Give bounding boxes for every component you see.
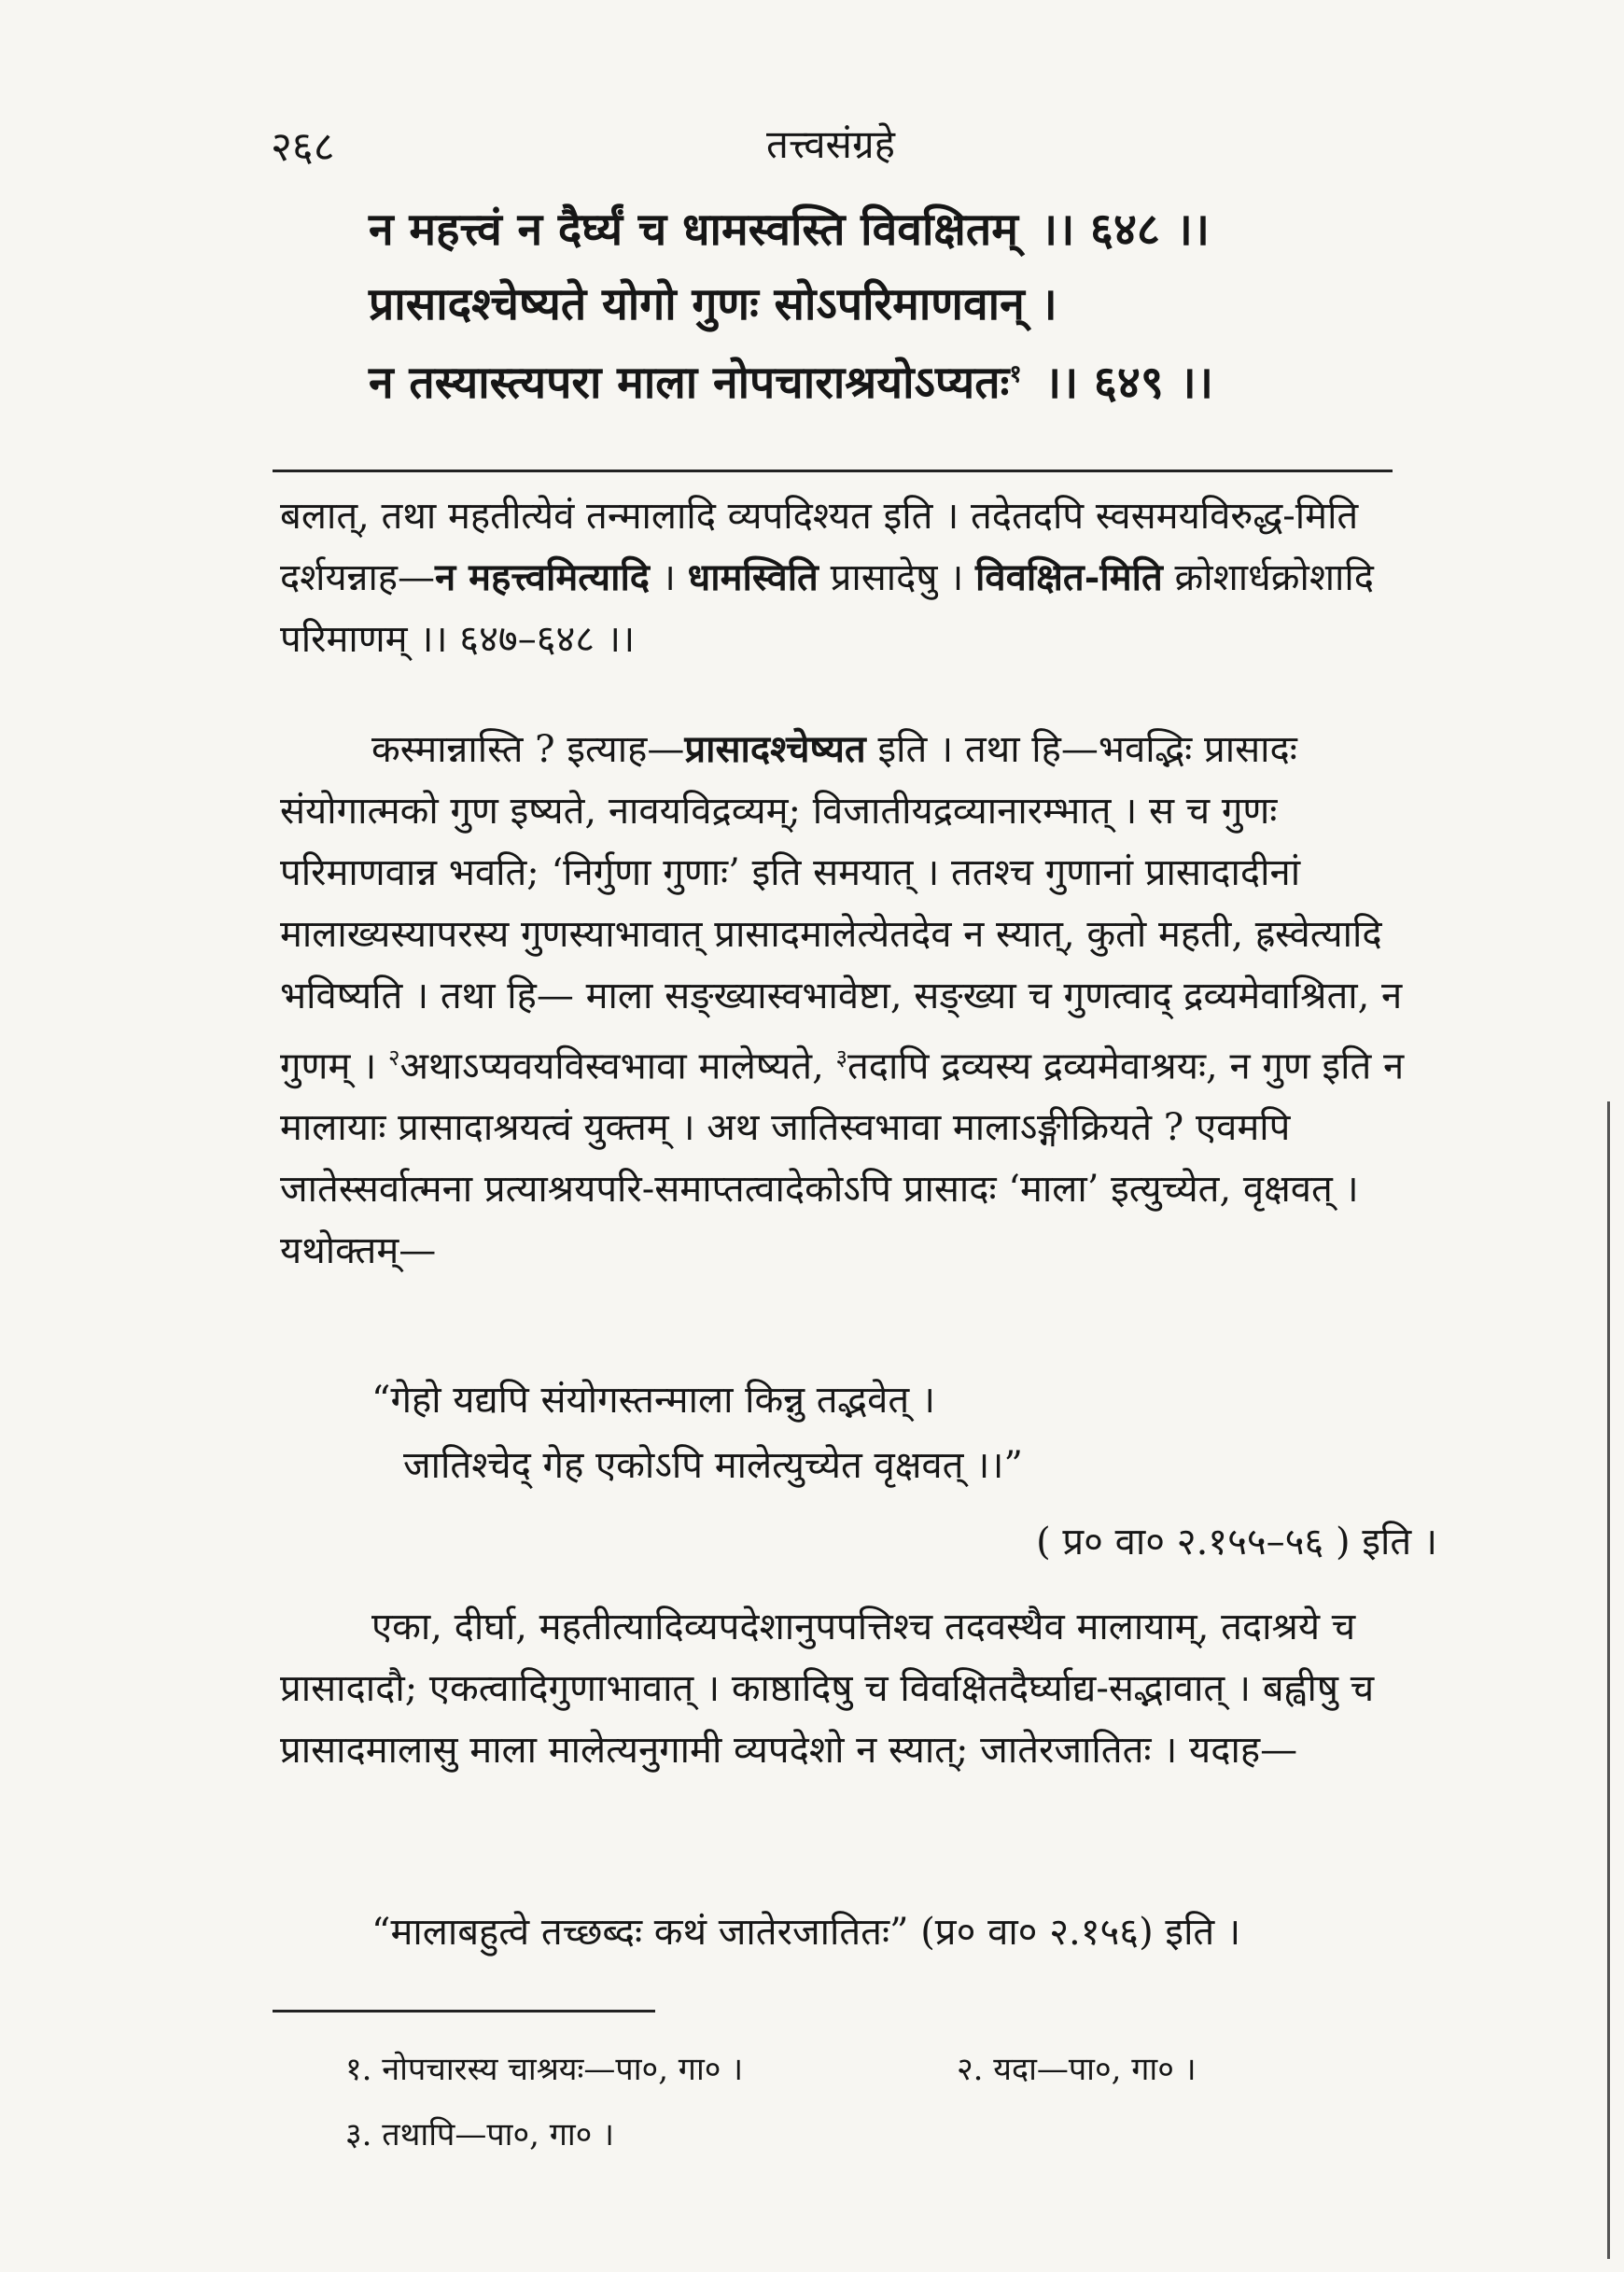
footnote-3: ३. तथापि—पा०, गा० । xyxy=(345,2116,615,2153)
pratika-text: न महत्त्वमित्यादि xyxy=(435,555,651,599)
commentary-text: । xyxy=(650,556,688,599)
verse-text: न तस्यास्त्यपरा माला नोपचाराश्रयोऽप्यतः xyxy=(369,357,1010,409)
quote-line-1: “गेहो यद्यपि संयोगस्तन्माला किन्नु तद्भवेत् । xyxy=(371,1379,936,1422)
verse-text: न महत्त्वं न दैर्घ्यं च धामस्वस्ति विवक्षितम् xyxy=(369,203,1018,256)
commentary-text: इति । तथा हि—भवद्भिः प्रासादः संयोगात्मको गुण इष्यते, नावयविद्रव्यम्; विजातीयद्रव्यानारम्भात् । स च गुणः परिमाणवान्न भवति; ‘निर्गुणा गुणाः’ इति समयात् । ततश्च गुणानां प्रासादादीनां मालाख्यस्यापरस्य गुणस्याभावात् प्रासादमालेत्येतदेव न स्यात्, कुतो महती, ह्रस्वेत्यादि भविष्यति । तथा हि— माला सङ्ख्यास्वभावेष्टा, सङ्ख्या च गुणत्वाद् द्रव्यमेवाश्रिता, न गुणम् । xyxy=(280,728,1403,1088)
commentary-text: क्रोशार्धक्रोशादि परिमाणम् ।। ६४७–६४८ ।। xyxy=(280,556,1374,661)
commentary-paragraph-2 xyxy=(280,719,1437,1282)
quote-line-3: “मालाबहुत्वे तच्छब्दः कथं जातेरजातितः” (प्र० वा० २.१५६) इति । xyxy=(371,1911,1241,1954)
verse-line-3 xyxy=(369,351,1395,412)
pratika-text: धामस्विति xyxy=(687,555,819,599)
footnote-2: २. यदा—पा०, गा० । xyxy=(957,2051,1197,2088)
page-header xyxy=(271,117,1391,173)
verse-line-2 xyxy=(369,273,1395,333)
quote-line-2: जातिश्चेद् गेह एकोऽपि मालेत्युच्येत वृक्षवत् ।।” xyxy=(403,1444,1023,1487)
footnote-ref: २ xyxy=(387,1045,400,1071)
page-number: २६८ xyxy=(271,123,335,171)
commentary-paragraph-3: एका, दीर्घा, महतीत्यादिव्यपदेशानुपपत्तिश्च तदवस्थैव मालायाम्, तदाश्रये च प्रासादादौ; एकत्वादिगुणाभावात् । काष्ठादिषु च विवक्षितदैर्घ्याद्य-सद्भावात् । बह्वीषु च प्रासादमालासु माला मालेत्यनुगामी व्यपदेशो न स्यात्; जातेरजातितः । यदाह— xyxy=(280,1606,1375,1772)
footnote-ref: १ xyxy=(1009,360,1022,388)
pratika-text: प्रासादश्चेष्यत xyxy=(684,727,866,771)
commentary-paragraph-1 xyxy=(280,485,1437,670)
verse-text: प्रासादश्चेष्यते योगो गुणः सोऽपरिमाणवान् । xyxy=(369,278,1057,330)
binding-edge-line xyxy=(1607,1101,1610,2259)
running-head: तत्त्वसंग्रहे xyxy=(766,121,895,167)
verse-number: ।। ६४९ ।। xyxy=(1043,357,1213,409)
commentary-text: प्रासादेषु । xyxy=(818,556,976,599)
commentary-text: अथाऽप्यवयविस्वभावा मालेष्यते, xyxy=(399,1045,836,1088)
verse-line-1 xyxy=(369,198,1395,259)
verse-separator-rule xyxy=(273,470,1393,472)
footnote-separator-rule xyxy=(273,2010,655,2013)
verse-number: ।। ६४८ ।। xyxy=(1040,203,1210,256)
commentary-text: बलात्, तथा महतीत्येवं तन्मालादि व्यपदिश्यत इति । तदेतदपि स्वसमयविरुद्ध-मिति दर्शयन्नाह— xyxy=(280,495,1359,599)
footnote-ref: ३ xyxy=(835,1045,847,1071)
quote-citation: ( प्र० वा० २.१५५–५६ ) इति । xyxy=(1036,1521,1437,1564)
footnote-1: १. नोपचारस्य चाश्रयः—पा०, गा० । xyxy=(345,2051,744,2088)
commentary-text: कस्मान्नास्ति ? इत्याह— xyxy=(371,728,685,771)
pratika-text: विवक्षित-मिति xyxy=(975,555,1163,599)
commentary-text: तदापि द्रव्यस्य द्रव्यमेवाश्रयः, न गुण इति न मालायाः प्रासादाश्रयत्वं युक्तम् । अथ जातिस्वभावा मालाऽङ्गीक्रियते ? एवमपि जातेस्सर्वात्मना प्रत्याश्रयपरि-समाप्तत्वादेकोऽपि प्रासादः ‘माला’ इत्युच्येत, वृक्षवत् । यथोक्तम्— xyxy=(280,1045,1405,1273)
